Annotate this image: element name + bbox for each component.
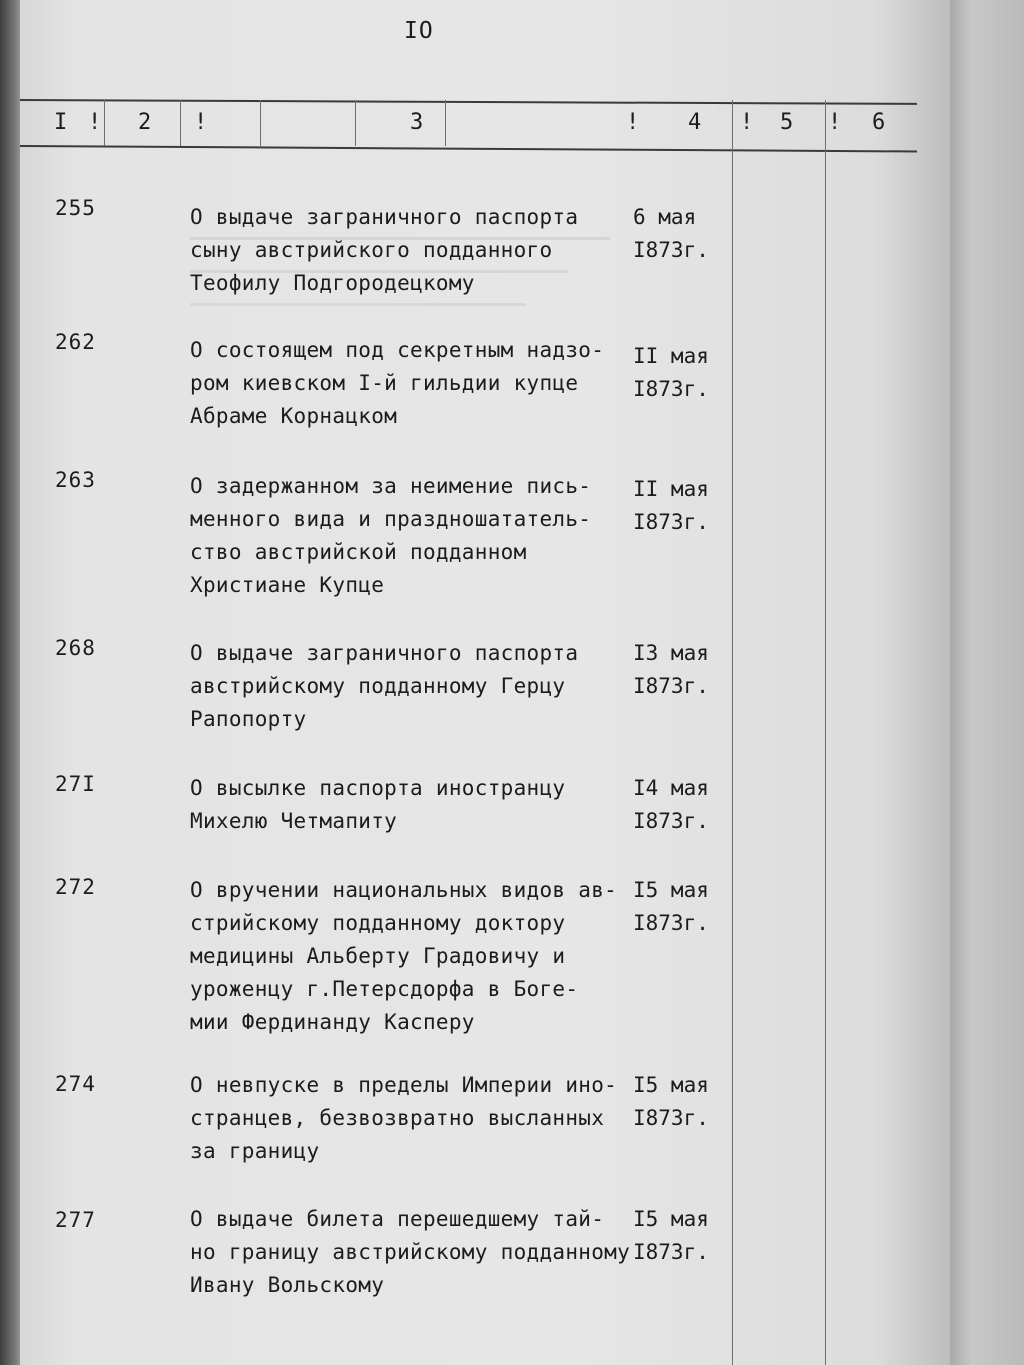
entry-number: 274 xyxy=(55,1072,96,1096)
entry-line: странцев, безвозвратно высланных xyxy=(190,1106,605,1130)
entry-date-day: II мая xyxy=(633,344,709,368)
entry-description xyxy=(190,334,630,433)
entry-date-day: I4 мая xyxy=(633,776,709,800)
entry-date xyxy=(633,1203,743,1269)
entry-date-year: I873г. xyxy=(633,1240,709,1264)
entry-line: уроженцу г.Петерсдорфа в Боге- xyxy=(190,977,579,1001)
entry-line: Христиане Купце xyxy=(190,573,385,597)
entry-line: Рапопорту xyxy=(190,707,307,731)
entry-date-year: I873г. xyxy=(633,1106,709,1130)
entry-date-day: II мая xyxy=(633,477,709,501)
entry-date xyxy=(633,772,743,838)
entry-line: Теофилу Подгородецкому xyxy=(190,271,475,295)
header-col-1: I xyxy=(54,110,68,135)
entry-date-day: 6 мая xyxy=(633,205,697,229)
entry-line: О высылке паспорта иностранцу xyxy=(190,776,566,800)
entry-number: 262 xyxy=(55,330,96,354)
table-header-bottom-rule xyxy=(20,145,917,152)
adjacent-page-edge xyxy=(950,0,1024,1365)
header-separator: ! xyxy=(194,110,208,135)
page-number: IO xyxy=(404,18,434,44)
header-col-3: 3 xyxy=(410,110,424,135)
entry-line: О состоящем под секретным надзо- xyxy=(190,338,605,362)
entry-date-year: I873г. xyxy=(633,674,709,698)
entry-date-year: I873г. xyxy=(633,809,709,833)
entry-date xyxy=(633,1069,743,1135)
entry-line: О задержанном за неимение пись- xyxy=(190,474,592,498)
entry-line: но границу австрийскому подданному xyxy=(190,1240,631,1264)
entry-description xyxy=(190,470,630,602)
entry-description xyxy=(190,637,630,736)
entry-line: ство австрийской подданном xyxy=(190,540,527,564)
entry-date-year: I873г. xyxy=(633,377,709,401)
header-col-5: 5 xyxy=(780,110,794,135)
column-line xyxy=(732,100,733,1365)
header-separator: ! xyxy=(88,110,102,135)
entry-line: медицины Альберту Градовичу и xyxy=(190,944,566,968)
entry-number: 263 xyxy=(55,468,96,492)
entry-line: О выдаче билета перешедшему тай- xyxy=(190,1207,605,1231)
entry-line: стрийскому подданному доктору xyxy=(190,911,566,935)
header-separator: ! xyxy=(828,110,842,135)
entry-date xyxy=(633,201,743,267)
table-header-top-rule xyxy=(20,99,917,105)
entry-date xyxy=(633,473,743,539)
entry-line: за границу xyxy=(190,1139,320,1163)
entry-line: Ивану Вольскому xyxy=(190,1273,385,1297)
entry-date xyxy=(633,874,743,940)
header-col-2: 2 xyxy=(138,110,152,135)
entry-number: 27I xyxy=(55,772,96,796)
entry-date-year: I873г. xyxy=(633,911,709,935)
entry-description xyxy=(190,772,630,838)
document-page xyxy=(20,0,950,1365)
entry-description xyxy=(190,874,630,1039)
entry-date-day: I5 мая xyxy=(633,1207,709,1231)
entry-line: Михелю Четмапиту xyxy=(190,809,398,833)
column-line xyxy=(825,100,826,1365)
entry-number: 255 xyxy=(55,196,96,220)
header-col-4: 4 xyxy=(688,110,702,135)
entry-number: 268 xyxy=(55,636,96,660)
entry-date-day: I3 мая xyxy=(633,641,709,665)
entry-description xyxy=(190,1203,630,1302)
entry-line: О невпуске в пределы Империи ино- xyxy=(190,1073,618,1097)
entry-description xyxy=(190,201,630,300)
entry-description xyxy=(190,1069,630,1168)
header-separator: ! xyxy=(740,110,754,135)
entry-line: мии Фердинанду Касперу xyxy=(190,1010,475,1034)
entry-date-year: I873г. xyxy=(633,510,709,534)
entry-date-day: I5 мая xyxy=(633,878,709,902)
entry-line: сыну австрийского подданного xyxy=(190,238,553,262)
header-separator: ! xyxy=(626,110,640,135)
table-header xyxy=(20,110,917,140)
entry-date xyxy=(633,340,743,406)
entry-line: Абраме Корнацком xyxy=(190,404,398,428)
entry-number: 277 xyxy=(55,1208,96,1232)
entry-date-year: I873г. xyxy=(633,238,709,262)
header-col-6: 6 xyxy=(872,110,886,135)
entry-line: австрийскому подданному Герцу xyxy=(190,674,566,698)
entry-number: 272 xyxy=(55,875,96,899)
entry-line: О вручении национальных видов ав- xyxy=(190,878,618,902)
entry-date-day: I5 мая xyxy=(633,1073,709,1097)
entry-date xyxy=(633,637,743,703)
entry-line: О выдаче заграничного паспорта xyxy=(190,641,579,665)
entry-line: менного вида и праздношататель- xyxy=(190,507,592,531)
entry-line: О выдаче заграничного паспорта xyxy=(190,205,579,229)
entry-line: ром киевском I-й гильдии купце xyxy=(190,371,579,395)
